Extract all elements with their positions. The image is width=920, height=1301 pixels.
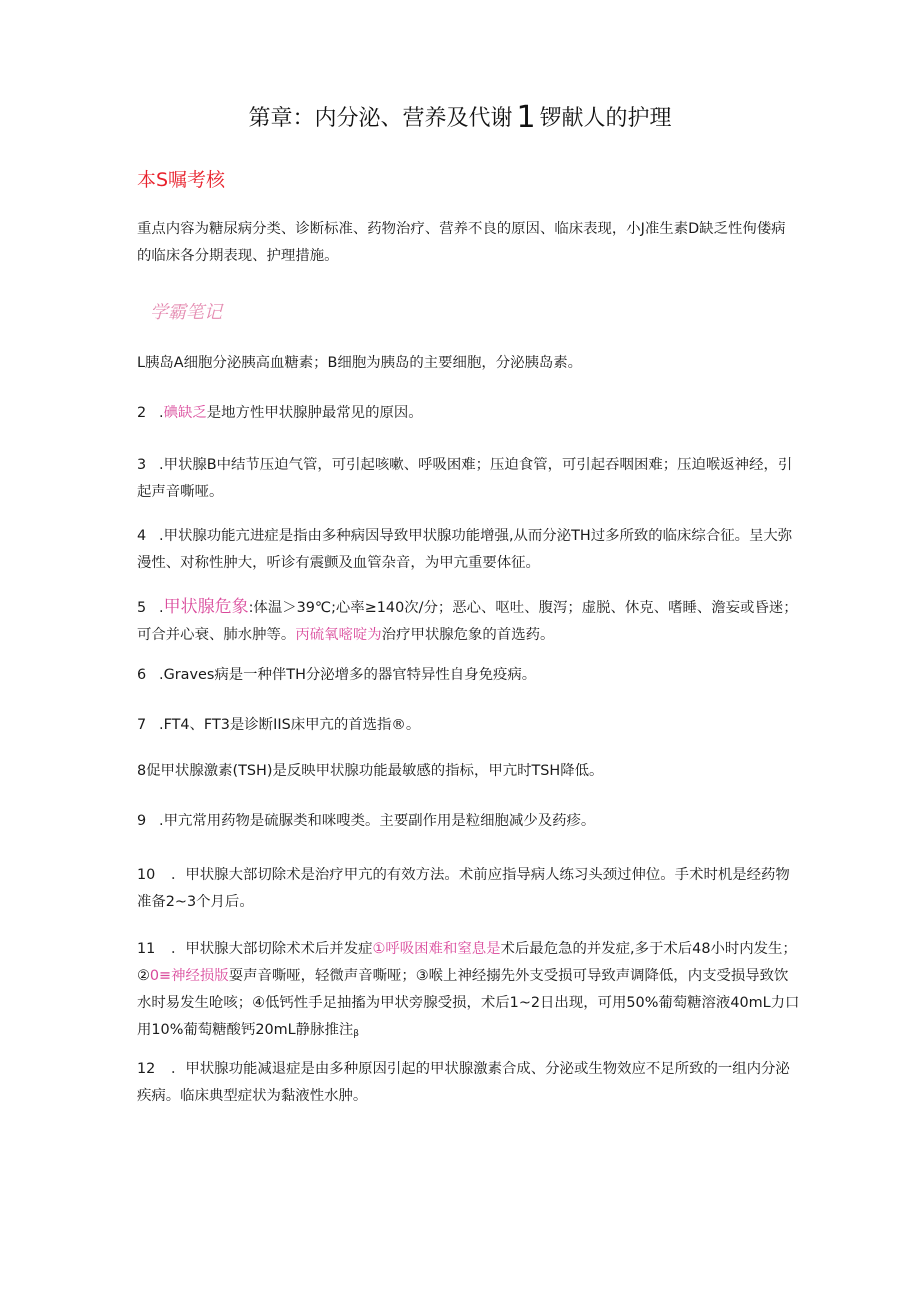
note-highlight: ①呼吸困难和窒息是: [372, 941, 501, 957]
intro-paragraph: 重点内容为糖尿病分类、诊断标准、药物治疗、营养不良的原因、临床表现，小J准生素D缺乏性佝偻病的临床各分期表现、护理措施。: [137, 221, 786, 264]
title-chapter-number: 1: [516, 100, 536, 135]
note-text-middle: 术后最危急的并发症,多于术后48小时内发生；②: [137, 941, 797, 984]
note-text: ．甲状腺大部切除术术后并发症: [171, 941, 373, 957]
note-dot: .: [159, 600, 164, 616]
note-item-4: [137, 523, 801, 577]
note-item-5: [137, 594, 801, 649]
note-item-3: [137, 452, 801, 506]
note-number: 10: [137, 867, 156, 883]
note-text: .甲状腺B中结节压迫气管，可引起咳嗽、呼吸困难；压迫食管，可引起吞咽困难；压迫喉返神经，引起声音嘶哑。: [137, 457, 793, 500]
note-number: 3: [137, 457, 147, 473]
note-number: 4: [137, 528, 147, 544]
section-heading: 本S嘱考核: [137, 169, 226, 191]
note-text: .甲亢常用药物是硫脲类和咪嗖类。主要副作用是粒细胞减少及药疹。: [159, 813, 596, 829]
note-text: L胰岛A细胞分泌胰高血糖素；B细胞为胰岛的主要细胞，分泌胰岛素。: [137, 355, 583, 371]
title-text-end: 锣献人的护理: [539, 106, 672, 131]
note-item-8: [137, 758, 801, 785]
note-number: 6: [137, 667, 147, 683]
note-item-1: [137, 350, 801, 377]
note-number: 2: [137, 405, 147, 421]
note-item-7: [137, 712, 801, 739]
note-text: .甲状腺功能亢进症是指由多种病因导致甲状腺功能增强,从而分泌TH过多所致的临床综合征。呈大弥漫性、对称性肿大，听诊有震颤及血管杂音，为甲亢重要体征。: [137, 528, 793, 571]
note-highlight-nerve: 0≡神经损版: [149, 968, 229, 984]
notes-heading: 学霸笔记: [150, 302, 222, 323]
note-item-11: [137, 936, 801, 1048]
title-text-start: 第章：内分泌、营养及代谢: [248, 106, 513, 131]
note-item-10: [137, 862, 801, 916]
note-item-2: [137, 400, 801, 427]
note-text: 8促甲状腺激素(TSH)是反映甲状腺功能最敏感的指标，甲亢时TSH降低。: [137, 763, 604, 779]
note-highlight: 碘缺乏: [163, 405, 207, 421]
note-highlight: 甲状腺危象: [163, 597, 249, 617]
note-text: .FT4、FT3是诊断IIS床甲亢的首选指®。: [159, 717, 421, 733]
note-text-end: 治疗甲状腺危象的首选药。: [381, 627, 555, 643]
note-text: :体温＞39℃;心率≥140次/分；恶心、呕吐、腹泻；虚脱、休克、嗜睡、澹妄或昏迷；可合并心衰、肺水肿等。: [137, 600, 798, 643]
note-text: 是地方性甲状腺肿最常见的原因。: [206, 405, 423, 421]
note-item-6: [137, 662, 801, 689]
note-text-end: 耍声音嘶哑，轻微声音嘶哑；③喉上神经搦先外支受损可导致声调降低，内支受损导致饮水时易发生呛咳；④低钙性手足抽搐为甲状旁腺受损，术后1~2日出现，可用50%葡萄糖溶液40mL力口用10%葡萄糖酸钙20mL静脉推注: [137, 968, 800, 1038]
note-number: 5: [137, 600, 147, 616]
note-item-9: [137, 808, 801, 835]
page-title: [0, 100, 920, 137]
note-number: 11: [137, 941, 156, 957]
note-item-12: [137, 1056, 801, 1110]
note-dot: .: [159, 405, 164, 421]
note-highlight-drug: 丙硫氧嘧啶为: [295, 627, 382, 643]
note-number: 7: [137, 717, 147, 733]
note-text: ．甲状腺功能减退症是由多种原因引起的甲状腺激素合成、分泌或生物效应不足所致的一组内分泌疾病。临床典型症状为黏液性水肿。: [137, 1061, 790, 1104]
note-number: 9: [137, 813, 147, 829]
note-tail-mark: β: [353, 1029, 359, 1039]
note-text: .Graves病是一种伴TH分泌增多的器官特异性自身免疫病。: [159, 667, 537, 683]
note-number: 12: [137, 1061, 156, 1077]
note-text: ．甲状腺大部切除术是治疗甲亢的有效方法。术前应指导病人练习头颈过伸位。手术时机是经药物准备2~3个月后。: [137, 867, 790, 910]
